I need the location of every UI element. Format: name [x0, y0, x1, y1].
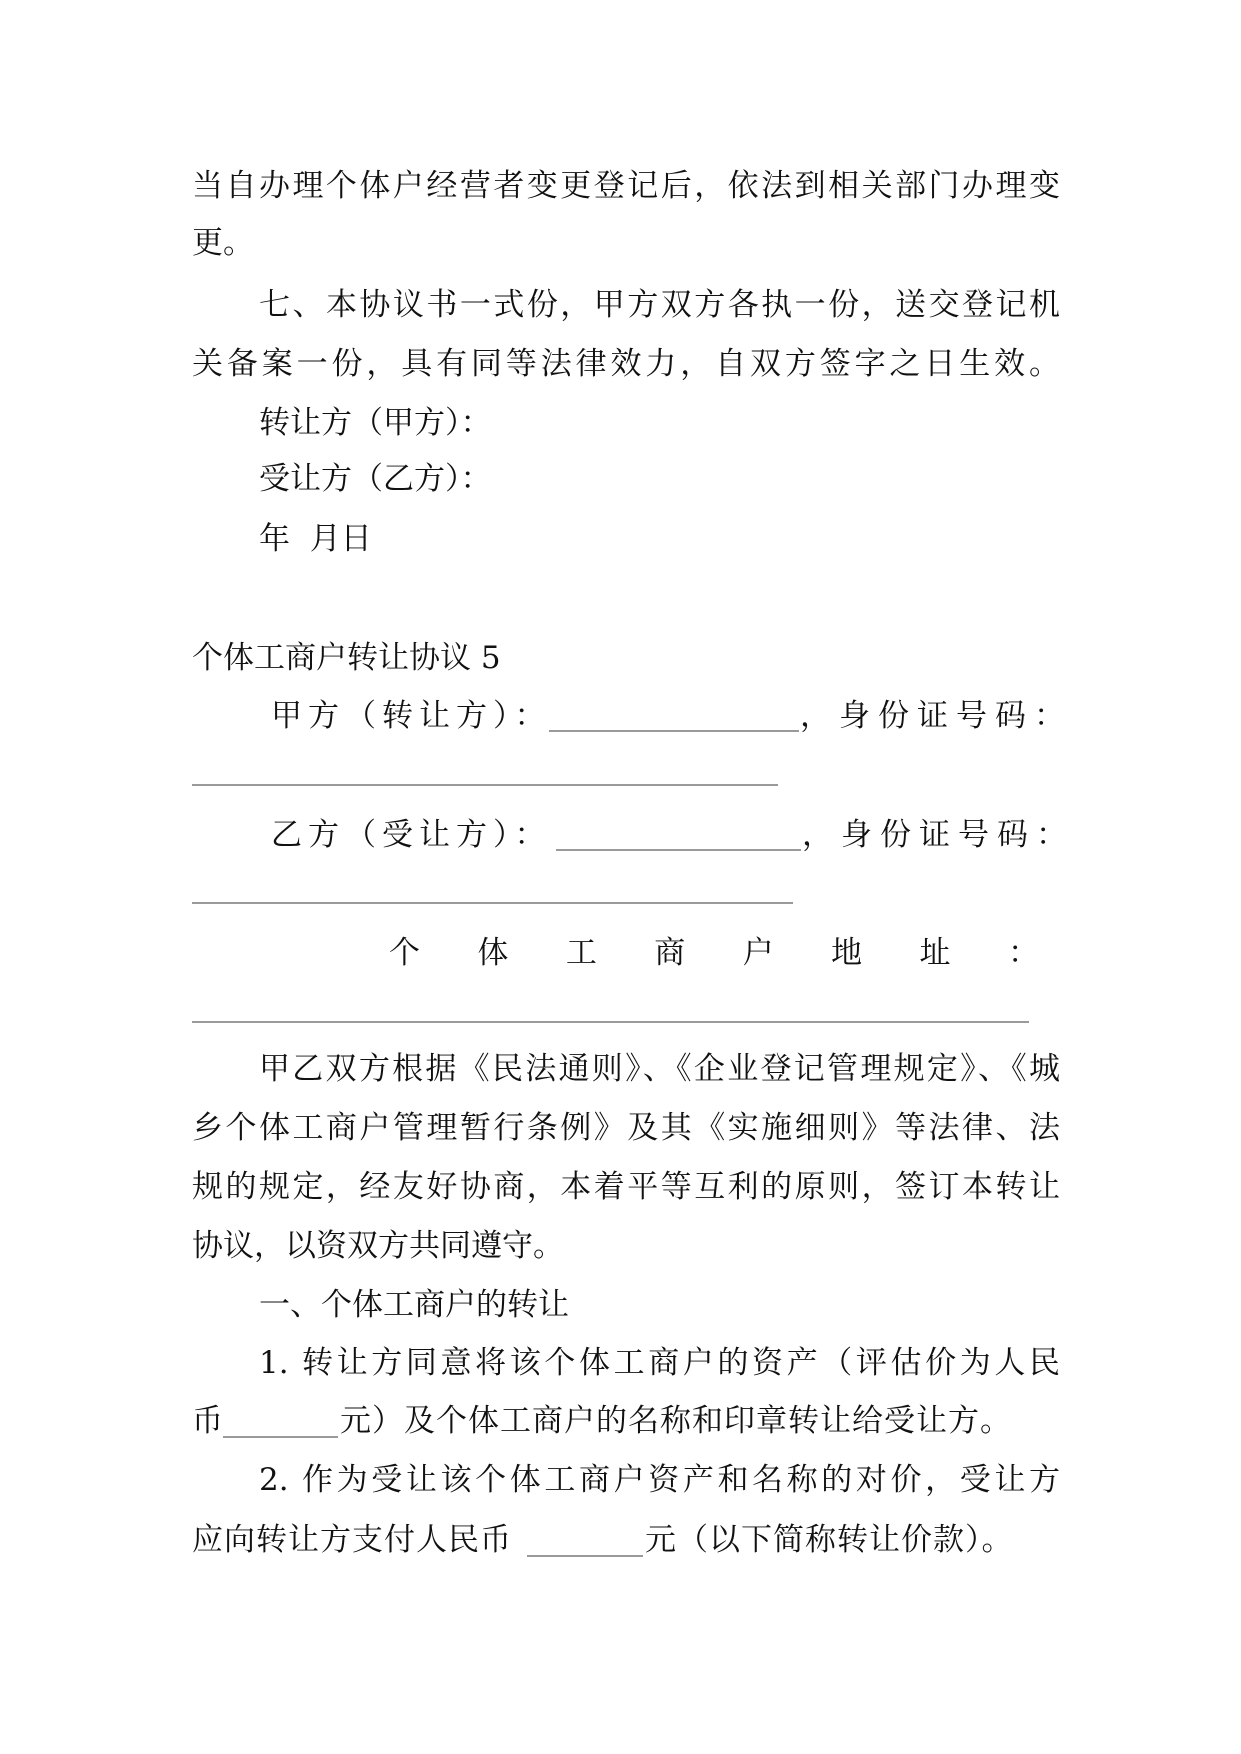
paragraph-line: 当自办理个体户经营者变更登记后，依法到相关部门办理变 [192, 168, 1060, 204]
blank-field [556, 849, 801, 851]
blank-field [223, 1436, 338, 1438]
party-a-label: 甲方（转让方）： [271, 698, 552, 734]
address-char: 工 [565, 935, 597, 971]
item-2-suffix: 元（以下简称转让价款）。 [645, 1522, 1014, 1558]
preamble-line: 协议，以资双方共同遵守。 [192, 1228, 564, 1264]
signer-b-label: 受让方（乙方）： [259, 461, 492, 497]
blank-field [549, 730, 799, 732]
preamble-line: 甲乙双方根据《民法通则》、《企业登记管理规定》、《城 [259, 1051, 1060, 1087]
address-char: ： [1007, 935, 1039, 971]
address-char: 个 [389, 935, 420, 971]
clause-7-line: 关备案一份，具有同等法律效力，自双方签字之日生效。 [192, 346, 1060, 382]
item-2-line: 2. 作为受让该个体工商户资产和名称的对价，受让方 [259, 1462, 1060, 1498]
address-char: 址 [919, 935, 951, 971]
item-1-suffix: 元）及个体工商户的名称和印章转让给受让方。 [340, 1403, 1012, 1439]
address-char: 地 [831, 935, 863, 971]
item-1-prefix: 币 [192, 1403, 223, 1439]
blank-field [192, 784, 778, 786]
clause-7-line: 七、本协议书一式份，甲方双方各执一份，送交登记机 [259, 287, 1060, 323]
section-heading: 一、个体工商户的转让 [259, 1287, 569, 1323]
party-a-id-label: ，身份证号码： [800, 698, 1073, 734]
item-1-line: 1. 转让方同意将该个体工商户的资产（评估价为人民 [259, 1345, 1060, 1381]
address-label [389, 933, 1039, 973]
blank-field [527, 1555, 643, 1557]
preamble-line: 乡个体工商户管理暂行条例》及其《实施细则》等法律、法 [192, 1110, 1060, 1146]
date-label: 年 月日 [259, 521, 372, 557]
party-b-label: 乙方（受让方）： [271, 817, 552, 853]
address-char: 户 [742, 935, 774, 971]
address-char: 体 [477, 935, 509, 971]
paragraph-line: 更。 [192, 225, 254, 261]
party-b-id-label: ，身份证号码： [802, 817, 1075, 853]
signer-a-label: 转让方（甲方）： [259, 405, 492, 441]
blank-field [192, 902, 793, 904]
preamble-line: 规的规定，经友好协商，本着平等互利的原则，签订本转让 [192, 1169, 1060, 1205]
blank-field [192, 1021, 1029, 1023]
item-2-prefix: 应向转让方支付人民币 [192, 1522, 512, 1558]
agreement-title: 个体工商户转让协议 5 [192, 640, 501, 676]
address-char: 商 [654, 935, 686, 971]
